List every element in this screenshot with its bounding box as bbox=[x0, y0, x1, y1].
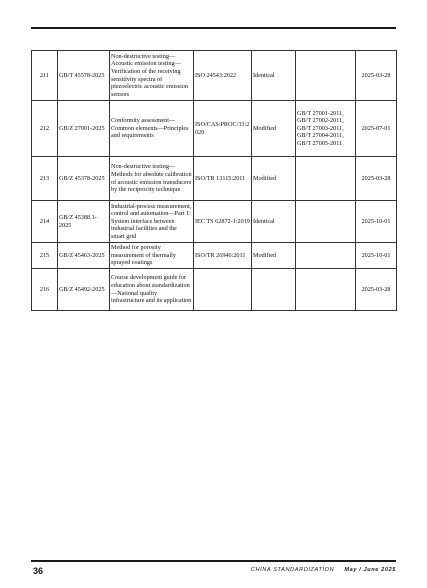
table-row bbox=[32, 51, 397, 101]
cell-replaced bbox=[296, 51, 356, 101]
cell-title: Non-destructive testing—Acoustic emission testing—Verification of the receiving sensitivity spectra of piezoelectric acoustic emission sensors bbox=[110, 51, 194, 101]
cell-no: 214 bbox=[32, 201, 58, 243]
cell-date: 2025-10-01 bbox=[356, 243, 397, 269]
cell-title: Course development guide for education about standardization—National quality infrastructure and its application bbox=[110, 269, 194, 311]
standards-table bbox=[31, 50, 397, 311]
cell-intl: ISO/CAS/PROC/33:2020 bbox=[194, 101, 252, 157]
cell-replaced bbox=[296, 269, 356, 311]
cell-degree bbox=[252, 269, 296, 311]
cell-replaced: GB/T 27001-2011, GB/T 27002-2011, GB/T 27003-2011, GB/T 27004-2011, GB/T 27005-2011 bbox=[296, 101, 356, 157]
cell-degree: Identical bbox=[252, 51, 296, 101]
cell-degree: Modified bbox=[252, 101, 296, 157]
table-row bbox=[32, 201, 397, 243]
table-row bbox=[32, 269, 397, 311]
cell-title: Non-destructive testing—Methods for absolute calibration of acoustic emission transducers by the reciprocity technique bbox=[110, 157, 194, 201]
cell-no: 212 bbox=[32, 101, 58, 157]
cell-date: 2025-03-28 bbox=[356, 157, 397, 201]
cell-replaced bbox=[296, 243, 356, 269]
cell-intl: ISO/TR 13115:2011 bbox=[194, 157, 252, 201]
cell-no: 216 bbox=[32, 269, 58, 311]
cell-title: Method for porosity measurement of thermally sprayed coatings bbox=[110, 243, 194, 269]
cell-degree: Identical bbox=[252, 201, 296, 243]
page-number: 36 bbox=[33, 566, 44, 576]
cell-date: 2025-03-28 bbox=[356, 51, 397, 101]
cell-date: 2025-10-01 bbox=[356, 201, 397, 243]
table-row bbox=[32, 243, 397, 269]
top-rule bbox=[31, 27, 396, 29]
cell-date: 2025-03-28 bbox=[356, 269, 397, 311]
footer-publication bbox=[251, 567, 396, 573]
cell-code: GB/Z 45463-2025 bbox=[58, 243, 110, 269]
table-body bbox=[32, 51, 397, 311]
cell-no: 211 bbox=[32, 51, 58, 101]
cell-degree: Modified bbox=[252, 243, 296, 269]
cell-title: Industrial-process measurement, control and automation—Part 1: System interface between industrial facilities and the smart grid bbox=[110, 201, 194, 243]
cell-replaced bbox=[296, 201, 356, 243]
cell-intl: ISO/TR 26946:2011 bbox=[194, 243, 252, 269]
table-row bbox=[32, 101, 397, 157]
cell-code: GB/Z 27001-2025 bbox=[58, 101, 110, 157]
cell-intl: IEC TS 62872-1:2019 bbox=[194, 201, 252, 243]
cell-code: GB/Z 45492-2025 bbox=[58, 269, 110, 311]
cell-degree: Modified bbox=[252, 157, 296, 201]
cell-code: GB/Z 45388.1-2025 bbox=[58, 201, 110, 243]
cell-replaced bbox=[296, 157, 356, 201]
cell-intl bbox=[194, 269, 252, 311]
cell-no: 213 bbox=[32, 157, 58, 201]
bottom-rule bbox=[31, 560, 396, 562]
table-row bbox=[32, 157, 397, 201]
cell-date: 2025-07-01 bbox=[356, 101, 397, 157]
cell-title: Conformity assessment—Common elements—Principles and requirements bbox=[110, 101, 194, 157]
magazine-name: CHINA STANDARDIZATION bbox=[250, 567, 335, 573]
cell-no: 215 bbox=[32, 243, 58, 269]
cell-intl: ISO 24543:2022 bbox=[194, 51, 252, 101]
issue-date: May / June 2025 bbox=[344, 567, 396, 573]
cell-code: GB/Z 45378-2025 bbox=[58, 157, 110, 201]
cell-code: GB/T 45578-2025 bbox=[58, 51, 110, 101]
